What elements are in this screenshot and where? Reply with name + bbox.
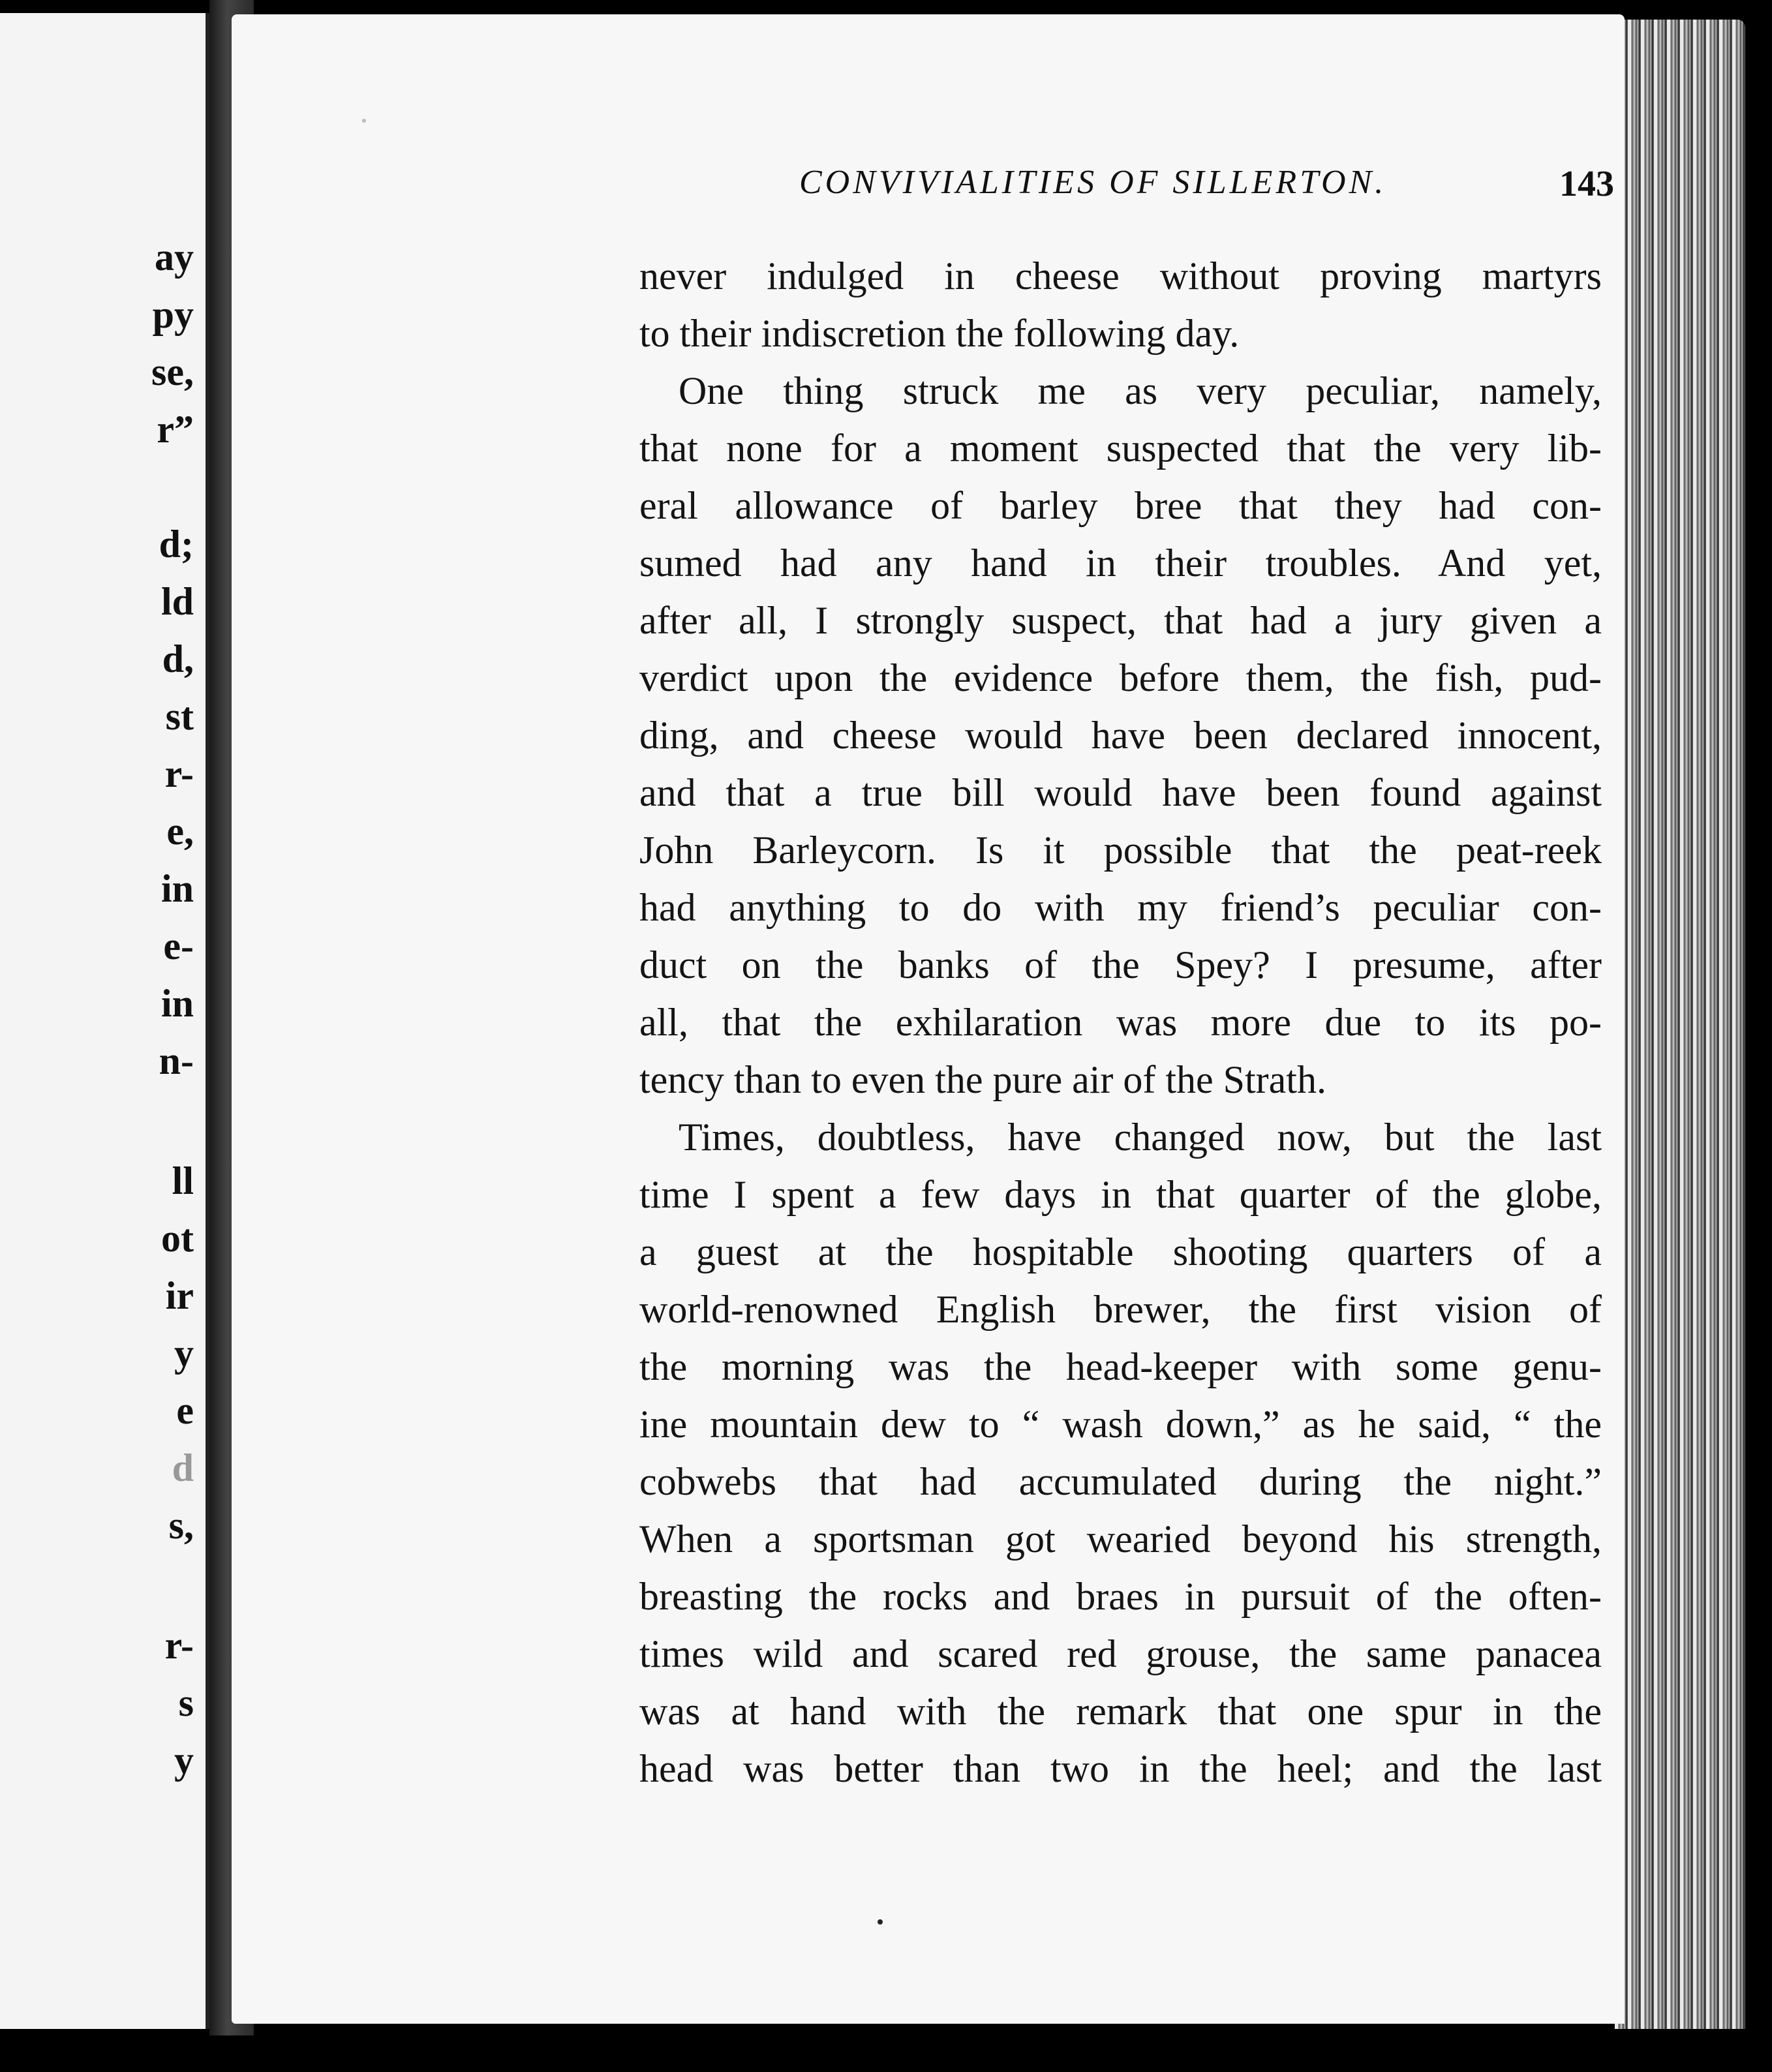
text-line: John Barleycorn. Is it possible that the peat-reek (639, 829, 1602, 872)
running-title: CONVIVIALITIES OF SILLERTON. (799, 164, 1387, 201)
prev-page-fragment: in (160, 867, 194, 910)
text-line: eral allowance of barley bree that they had con- (639, 484, 1602, 527)
text-line: cobwebs that had accumulated during the night.” (639, 1460, 1602, 1503)
text-line: world-renowned English brewer, the first vision of (639, 1288, 1602, 1331)
text-line: and that a true bill would have been found against (639, 771, 1602, 814)
text-line: tency than to even the pure air of the Strath. (639, 1058, 1326, 1101)
prev-page-fragment: d; (159, 523, 194, 566)
text-line: that none for a moment suspected that the very lib- (639, 427, 1602, 470)
text-line: When a sportsman got wearied beyond his strength, (639, 1517, 1602, 1561)
text-line: never indulged in cheese without proving martyrs (639, 254, 1602, 297)
prev-page-fragment: d, (162, 637, 194, 680)
ink-speck (362, 119, 366, 123)
prev-page-fragment: e- (163, 924, 194, 967)
book-page (232, 14, 1625, 2024)
prev-page-fragment: py (152, 293, 194, 336)
text-line: time I spent a few days in that quarter of the globe, (639, 1173, 1602, 1216)
text-line: verdict upon the evidence before them, the fish, pud- (639, 656, 1602, 699)
prev-page-fragment: se, (151, 350, 194, 393)
prev-page-fragment: ll (172, 1159, 194, 1202)
previous-page (0, 13, 209, 2029)
text-line: times wild and scared red grouse, the same panacea (639, 1632, 1602, 1675)
text-line: sumed had any hand in their troubles. And yet, (639, 541, 1602, 585)
ink-speck (878, 1919, 883, 1925)
text-line: duct on the banks of the Spey? I presume, after (639, 943, 1602, 986)
prev-page-fragment: s, (168, 1504, 194, 1547)
text-line: to their indiscretion the following day. (639, 312, 1240, 355)
text-line: a guest at the hospitable shooting quarters of a (639, 1230, 1602, 1273)
text-line: after all, I strongly suspect, that had a jury given a (639, 599, 1602, 642)
page-number: 143 (1559, 164, 1614, 204)
paragraph-start-line: Times, doubtless, have changed now, but the last (679, 1116, 1602, 1159)
prev-page-fragment: r- (164, 1624, 194, 1667)
prev-page-fragment: r” (157, 408, 194, 451)
prev-page-fragment: in (160, 982, 194, 1025)
prev-page-fragment: e (176, 1389, 194, 1432)
text-line: breasting the rocks and braes in pursuit of the often- (639, 1575, 1602, 1618)
prev-page-fragment: s (178, 1681, 194, 1724)
prev-page-fragment: n- (159, 1039, 194, 1082)
text-line: ding, and cheese would have been declared innocent, (639, 714, 1602, 757)
prev-page-fragment: r- (164, 752, 194, 795)
text-line: head was better than two in the heel; and the last (639, 1747, 1602, 1790)
prev-page-fragment: ay (155, 236, 194, 279)
prev-page-fragment: y (174, 1332, 194, 1375)
paragraph-start-line: One thing struck me as very peculiar, namely, (679, 369, 1602, 412)
text-line: had anything to do with my friend’s peculiar con- (639, 886, 1602, 929)
prev-page-fragment: ot (161, 1217, 194, 1260)
text-line: was at hand with the remark that one spur in the (639, 1690, 1602, 1733)
prev-page-fragment: ld (160, 580, 194, 623)
prev-page-fragment: e, (166, 810, 194, 853)
text-line: all, that the exhilaration was more due to its po- (639, 1001, 1602, 1044)
body-text (639, 252, 1605, 1818)
prev-page-fragment: y (174, 1739, 194, 1782)
prev-page-fragment: d (172, 1446, 194, 1489)
page-header (799, 163, 1625, 215)
text-line: the morning was the head-keeper with some genu- (639, 1345, 1602, 1388)
prev-page-fragment: st (165, 695, 194, 738)
text-line: ine mountain dew to “ wash down,” as he said, “ the (639, 1403, 1602, 1446)
prev-page-fragment: ir (165, 1274, 194, 1317)
page-edges (1615, 20, 1745, 2029)
